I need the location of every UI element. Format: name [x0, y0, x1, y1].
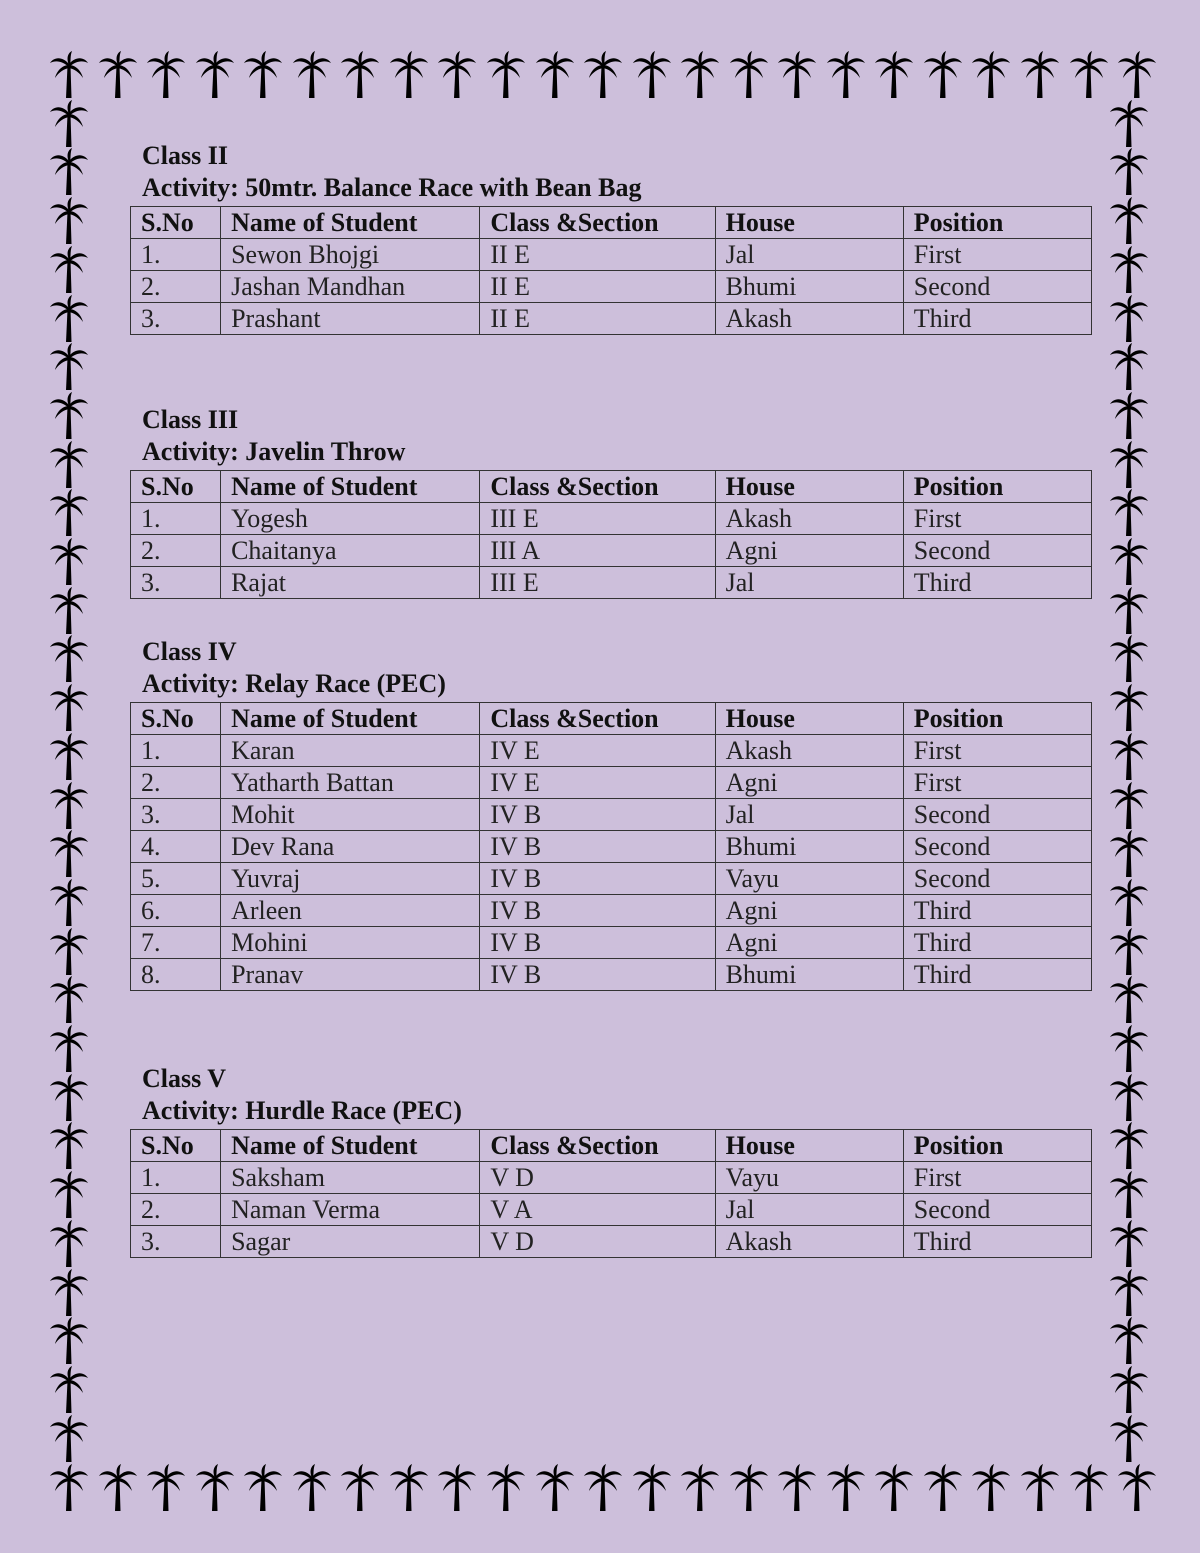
position-cell: Third [903, 567, 1091, 599]
house-cell: Jal [715, 1194, 903, 1226]
palm-tree-icon [48, 440, 90, 490]
sno-cell: 1. [131, 735, 221, 767]
palm-tree-icon [436, 1463, 478, 1513]
palm-tree-icon [436, 50, 478, 100]
house-cell: Vayu [715, 1162, 903, 1194]
house-cell: Bhumi [715, 271, 903, 303]
palm-tree-icon [582, 50, 624, 100]
house-cell: Agni [715, 767, 903, 799]
table-row [131, 863, 1092, 895]
palm-tree-icon [873, 1463, 915, 1513]
sno-cell: 3. [131, 1226, 221, 1258]
sno-cell: 1. [131, 1162, 221, 1194]
column-header: Position [903, 703, 1091, 735]
sno-cell: 6. [131, 895, 221, 927]
palm-tree-icon [534, 1463, 576, 1513]
house-cell: Akash [715, 735, 903, 767]
student-name-cell: Pranav [221, 959, 480, 991]
student-name-cell: Mohit [221, 799, 480, 831]
palm-tree-icon [48, 927, 90, 977]
palm-tree-icon [1116, 50, 1158, 100]
house-cell: Jal [715, 799, 903, 831]
palm-tree-icon [194, 50, 236, 100]
column-header: Name of Student [221, 471, 480, 503]
palm-tree-icon [48, 245, 90, 295]
palm-tree-icon [48, 99, 90, 149]
palm-tree-icon [1108, 829, 1150, 879]
column-header: S.No [131, 1130, 221, 1162]
sno-cell: 3. [131, 567, 221, 599]
class-section-cell: V D [480, 1162, 715, 1194]
student-name-cell: Saksham [221, 1162, 480, 1194]
house-cell: Jal [715, 567, 903, 599]
class-section-cell: IV B [480, 863, 715, 895]
table-row [131, 239, 1092, 271]
student-name-cell: Chaitanya [221, 535, 480, 567]
sno-cell: 4. [131, 831, 221, 863]
table-header-row [131, 471, 1092, 503]
palm-tree-icon [48, 634, 90, 684]
palm-tree-icon [242, 1463, 284, 1513]
position-cell: Second [903, 535, 1091, 567]
palm-tree-icon [679, 1463, 721, 1513]
palm-tree-icon [970, 1463, 1012, 1513]
table-header-row [131, 703, 1092, 735]
palm-tree-icon [728, 1463, 770, 1513]
sno-cell: 1. [131, 503, 221, 535]
palm-tree-icon [388, 1463, 430, 1513]
palm-tree-icon [48, 1219, 90, 1269]
palm-tree-icon [48, 1365, 90, 1415]
palm-tree-icon [48, 732, 90, 782]
table-header-row [131, 207, 1092, 239]
column-header: Class &Section [480, 471, 715, 503]
palm-tree-icon [1108, 1219, 1150, 1269]
position-cell: Second [903, 1194, 1091, 1226]
column-header: S.No [131, 703, 221, 735]
class-heading: Class V [142, 1064, 227, 1093]
class-section-cell: II E [480, 239, 715, 271]
class-section-cell: III E [480, 567, 715, 599]
activity-heading: Activity: Javelin Throw [142, 437, 406, 466]
table-header-row [131, 1130, 1092, 1162]
class-iv-section [130, 636, 1092, 991]
palm-tree-icon [48, 683, 90, 733]
palm-tree-icon [485, 50, 527, 100]
palm-tree-icon [48, 196, 90, 246]
palm-tree-icon [1108, 781, 1150, 831]
class-section-cell: IV B [480, 831, 715, 863]
table-row [131, 735, 1092, 767]
palm-tree-icon [1108, 1414, 1150, 1464]
palm-tree-icon [776, 50, 818, 100]
palm-tree-icon [582, 1463, 624, 1513]
column-header: Class &Section [480, 1130, 715, 1162]
student-name-cell: Rajat [221, 567, 480, 599]
student-name-cell: Mohini [221, 927, 480, 959]
palm-tree-icon [48, 878, 90, 928]
sno-cell: 2. [131, 767, 221, 799]
palm-tree-icon [48, 1073, 90, 1123]
column-header: House [715, 207, 903, 239]
palm-tree-icon [1019, 50, 1061, 100]
student-name-cell: Prashant [221, 303, 480, 335]
sno-cell: 3. [131, 799, 221, 831]
palm-tree-icon [48, 829, 90, 879]
class-iii-section [130, 404, 1092, 599]
activity-heading: Activity: Relay Race (PEC) [142, 669, 446, 698]
palm-tree-icon [1108, 586, 1150, 636]
house-cell: Akash [715, 1226, 903, 1258]
table-row [131, 271, 1092, 303]
table-row [131, 1162, 1092, 1194]
palm-tree-icon [485, 1463, 527, 1513]
house-cell: Bhumi [715, 831, 903, 863]
position-cell: First [903, 503, 1091, 535]
sno-cell: 2. [131, 535, 221, 567]
activity-heading: Activity: 50mtr. Balance Race with Bean Bag [142, 173, 642, 202]
column-header: House [715, 1130, 903, 1162]
palm-tree-icon [48, 781, 90, 831]
palm-tree-icon [1108, 1316, 1150, 1366]
palm-tree-icon [48, 488, 90, 538]
position-cell: Third [903, 927, 1091, 959]
palm-tree-icon [291, 1463, 333, 1513]
sno-cell: 8. [131, 959, 221, 991]
column-header: Position [903, 207, 1091, 239]
house-cell: Akash [715, 303, 903, 335]
palm-tree-icon [922, 1463, 964, 1513]
class-section-cell: V D [480, 1226, 715, 1258]
house-cell: Agni [715, 927, 903, 959]
palm-tree-icon [1108, 294, 1150, 344]
palm-tree-icon [1108, 537, 1150, 587]
palm-tree-icon [1019, 1463, 1061, 1513]
palm-tree-icon [1108, 391, 1150, 441]
palm-tree-icon [97, 50, 139, 100]
palm-tree-icon [825, 1463, 867, 1513]
position-cell: First [903, 767, 1091, 799]
palm-tree-icon [970, 50, 1012, 100]
position-cell: Third [903, 303, 1091, 335]
palm-tree-icon [1108, 1024, 1150, 1074]
house-cell: Agni [715, 535, 903, 567]
palm-tree-icon [1108, 488, 1150, 538]
position-cell: Third [903, 959, 1091, 991]
class-section-cell: IV B [480, 895, 715, 927]
palm-tree-icon [48, 586, 90, 636]
palm-tree-icon [48, 50, 90, 100]
sno-cell: 2. [131, 1194, 221, 1226]
class-section-cell: II E [480, 303, 715, 335]
palm-tree-icon [728, 50, 770, 100]
results-table [130, 1129, 1092, 1258]
table-row [131, 503, 1092, 535]
palm-tree-icon [631, 50, 673, 100]
palm-tree-icon [97, 1463, 139, 1513]
results-table [130, 702, 1092, 991]
column-header: Name of Student [221, 1130, 480, 1162]
house-cell: Jal [715, 239, 903, 271]
sno-cell: 7. [131, 927, 221, 959]
results-table [130, 206, 1092, 335]
position-cell: First [903, 239, 1091, 271]
palm-tree-icon [339, 1463, 381, 1513]
position-cell: Third [903, 895, 1091, 927]
position-cell: Second [903, 831, 1091, 863]
class-section-cell: IV B [480, 799, 715, 831]
palm-tree-icon [48, 1121, 90, 1171]
palm-tree-icon [48, 294, 90, 344]
student-name-cell: Naman Verma [221, 1194, 480, 1226]
student-name-cell: Dev Rana [221, 831, 480, 863]
table-row [131, 303, 1092, 335]
student-name-cell: Karan [221, 735, 480, 767]
palm-tree-icon [48, 391, 90, 441]
student-name-cell: Sewon Bhojgi [221, 239, 480, 271]
palm-tree-icon [1108, 1073, 1150, 1123]
palm-tree-icon [1108, 1268, 1150, 1318]
table-row [131, 767, 1092, 799]
palm-tree-icon [1108, 878, 1150, 928]
palm-tree-icon [873, 50, 915, 100]
palm-tree-icon [1108, 683, 1150, 733]
house-cell: Akash [715, 503, 903, 535]
column-header: Class &Section [480, 207, 715, 239]
position-cell: Second [903, 271, 1091, 303]
column-header: Name of Student [221, 207, 480, 239]
palm-tree-icon [48, 537, 90, 587]
palm-tree-icon [1108, 1365, 1150, 1415]
palm-tree-icon [145, 1463, 187, 1513]
column-header: S.No [131, 471, 221, 503]
table-row [131, 1194, 1092, 1226]
position-cell: First [903, 1162, 1091, 1194]
student-name-cell: Yuvraj [221, 863, 480, 895]
palm-tree-icon [194, 1463, 236, 1513]
palm-tree-icon [48, 147, 90, 197]
student-name-cell: Arleen [221, 895, 480, 927]
palm-tree-icon [1108, 99, 1150, 149]
column-header: Position [903, 1130, 1091, 1162]
palm-tree-icon [1108, 1170, 1150, 1220]
column-header: S.No [131, 207, 221, 239]
class-section-cell: IV E [480, 735, 715, 767]
column-header: Class &Section [480, 703, 715, 735]
house-cell: Bhumi [715, 959, 903, 991]
class-section-cell: III E [480, 503, 715, 535]
table-row [131, 1226, 1092, 1258]
palm-tree-icon [534, 50, 576, 100]
palm-tree-icon [679, 50, 721, 100]
palm-tree-icon [1108, 342, 1150, 392]
student-name-cell: Jashan Mandhan [221, 271, 480, 303]
palm-tree-icon [145, 50, 187, 100]
palm-tree-icon [48, 1316, 90, 1366]
palm-tree-icon [776, 1463, 818, 1513]
student-name-cell: Yatharth Battan [221, 767, 480, 799]
results-table [130, 470, 1092, 599]
palm-tree-icon [1108, 634, 1150, 684]
table-row [131, 831, 1092, 863]
sno-cell: 3. [131, 303, 221, 335]
table-row [131, 799, 1092, 831]
class-section-cell: IV B [480, 927, 715, 959]
palm-tree-icon [48, 975, 90, 1025]
house-cell: Agni [715, 895, 903, 927]
palm-tree-icon [922, 50, 964, 100]
column-header: Position [903, 471, 1091, 503]
palm-tree-icon [1108, 196, 1150, 246]
position-cell: First [903, 735, 1091, 767]
class-section-cell: II E [480, 271, 715, 303]
student-name-cell: Sagar [221, 1226, 480, 1258]
class-section-cell: IV E [480, 767, 715, 799]
palm-tree-icon [48, 1414, 90, 1464]
table-row [131, 895, 1092, 927]
palm-tree-icon [1108, 440, 1150, 490]
table-row [131, 927, 1092, 959]
palm-tree-icon [631, 1463, 673, 1513]
palm-tree-icon [48, 1024, 90, 1074]
palm-tree-icon [48, 342, 90, 392]
class-heading: Class II [142, 141, 228, 170]
class-v-section [130, 1063, 1092, 1258]
palm-tree-icon [1108, 927, 1150, 977]
palm-tree-icon [1116, 1463, 1158, 1513]
class-ii-section [130, 140, 1092, 335]
sno-cell: 5. [131, 863, 221, 895]
palm-tree-icon [291, 50, 333, 100]
activity-heading: Activity: Hurdle Race (PEC) [142, 1096, 462, 1125]
column-header: House [715, 703, 903, 735]
palm-tree-icon [1108, 147, 1150, 197]
position-cell: Third [903, 1226, 1091, 1258]
class-section-cell: III A [480, 535, 715, 567]
class-heading: Class IV [142, 637, 237, 666]
student-name-cell: Yogesh [221, 503, 480, 535]
position-cell: Second [903, 863, 1091, 895]
palm-tree-icon [339, 50, 381, 100]
sno-cell: 2. [131, 271, 221, 303]
palm-tree-icon [48, 1463, 90, 1513]
palm-tree-icon [1068, 1463, 1110, 1513]
palm-tree-icon [1108, 245, 1150, 295]
table-row [131, 959, 1092, 991]
class-section-cell: IV B [480, 959, 715, 991]
table-row [131, 535, 1092, 567]
palm-tree-icon [48, 1170, 90, 1220]
palm-tree-icon [242, 50, 284, 100]
house-cell: Vayu [715, 863, 903, 895]
palm-tree-icon [1068, 50, 1110, 100]
palm-tree-icon [48, 1268, 90, 1318]
palm-tree-icon [1108, 1121, 1150, 1171]
palm-tree-icon [1108, 732, 1150, 782]
column-header: House [715, 471, 903, 503]
palm-tree-icon [388, 50, 430, 100]
palm-tree-icon [825, 50, 867, 100]
table-row [131, 567, 1092, 599]
class-heading: Class III [142, 405, 239, 434]
class-section-cell: V A [480, 1194, 715, 1226]
sno-cell: 1. [131, 239, 221, 271]
position-cell: Second [903, 799, 1091, 831]
column-header: Name of Student [221, 703, 480, 735]
palm-tree-icon [1108, 975, 1150, 1025]
